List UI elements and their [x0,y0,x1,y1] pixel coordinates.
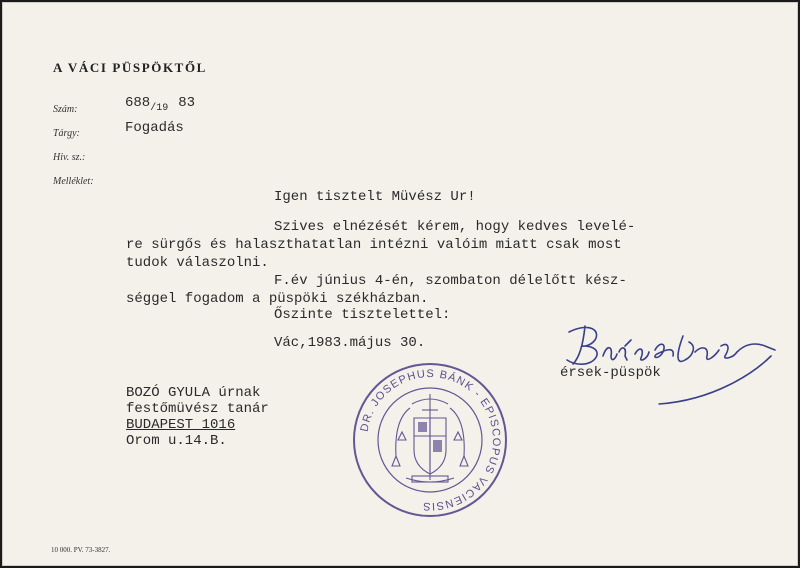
reference-year: 83 [178,95,196,111]
recipient-name: BOZÓ GYULA úrnak [126,385,261,401]
recipient-title: festőmüvész tanár [126,401,269,417]
body-line: séggel fogadom a püspöki székházban. [126,291,429,307]
episcopal-seal-stamp [350,360,510,520]
date-place: Vác,1983.május 30. [274,335,426,351]
body-line: re sürgős és halaszthatatlan intézni valóim miatt csak most [126,237,622,253]
closing: Őszinte tisztelettel: [274,307,451,323]
field-label-reference: Hiv. sz.: [53,152,86,163]
field-label-attachment: Melléklet: [53,176,94,187]
body-line: Szives elnézését kérem, hogy kedves levelé- [274,219,636,235]
salutation: Igen tisztelt Müvész Ur! [274,189,476,205]
handwritten-signature [555,316,785,416]
reference-number: 688 [125,95,151,111]
field-label-number: Szám: [53,104,78,115]
letterhead-title: A VÁCI PÜSPÖKTŐL [53,60,207,75]
coat-of-arms-icon [392,394,468,482]
field-value-number [125,95,196,114]
print-code: 10 000. PV. 73-3827. [51,546,111,554]
reference-year-prefix: /19 [150,103,169,114]
body-line: F.év június 4-én, szombaton délelőtt kész- [274,273,627,289]
recipient-city: BUDAPEST 1016 [126,417,236,433]
stamp-inscription-path: DR. JOSEPHUS BÁNK - EPISCOPUS VACIENSIS [358,367,503,513]
field-value-subject: Fogadás [125,120,184,136]
body-line: tudok válaszolni. [126,255,269,271]
field-label-subject: Tárgy: [53,128,80,139]
recipient-street: Orom u.14.B. [126,433,227,449]
signature-title: érsek-püspök [560,365,661,381]
